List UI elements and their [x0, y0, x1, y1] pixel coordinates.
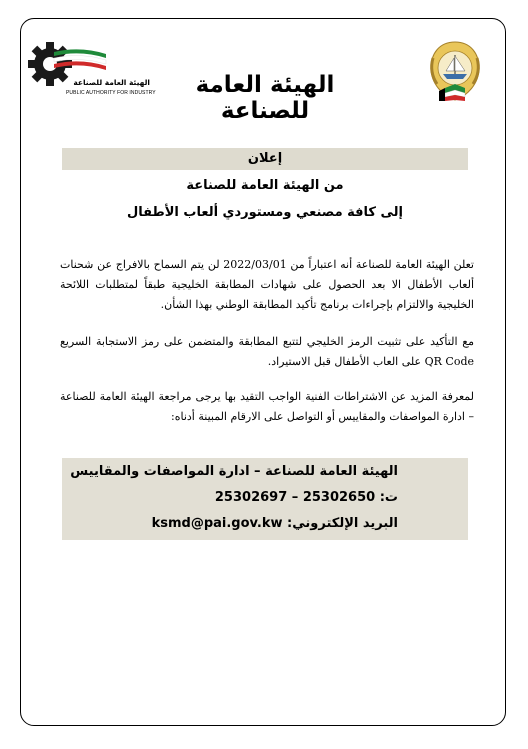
- contact-phone: ت: 25302650 – 25302697: [214, 490, 398, 505]
- logo-arabic-text: الهيئة العامة للصناعة: [73, 78, 150, 87]
- notice-paragraph-2: مع التأكيد على تثبيت الرمز الخليجي لتتبع المطابقة والمتضمن على رمز الاستجابة السريع QR Code على العاب الأطفال قبل الاستيراد.: [60, 335, 474, 368]
- notice-paragraph-1: تعلن الهيئة العامة للصناعة أنه اعتباراً من 2022/03/01 لن يتم السماح بالافراج عن شحنات ألعاب الأطفال الا بعد الحصول على شهادات المطابقة الخليجية طبقاً لمتطلبات اللائحة الخليجية والالتزام بإجراءات برنامج تأكيد المطابقة الوطني بهذا الشأن.: [60, 258, 474, 311]
- page-title: الهيئة العامة للصناعة: [195, 72, 335, 124]
- logo-english-text: PUBLIC AUTHORITY FOR INDUSTRY: [66, 90, 156, 96]
- contact-department: الهيئة العامة للصناعة – ادارة المواصفات والمقاييس: [70, 464, 398, 479]
- contact-email: البريد الإلكتروني: ksmd@pai.gov.kw: [151, 516, 398, 531]
- kuwait-emblem-icon: [425, 38, 485, 110]
- notice-heading: إعلان: [62, 148, 468, 170]
- contact-box: [62, 458, 468, 540]
- notice-recipients: إلى كافة مصنعي ومستوردي ألعاب الأطفال: [126, 205, 403, 220]
- pai-logo: [28, 34, 156, 104]
- letterhead: [0, 0, 528, 124]
- notice-paragraph-3: لمعرفة المزيد عن الاشتراطات الفنية الواجب التقيد بها يرجى مراجعة الهيئة العامة للصناعة – ادارة المواصفات والمقاييس أو التواصل على الارقام المبينة أدناه:: [60, 390, 474, 423]
- page-frame: [20, 18, 506, 726]
- notice-from: من الهيئة العامة للصناعة: [186, 178, 344, 193]
